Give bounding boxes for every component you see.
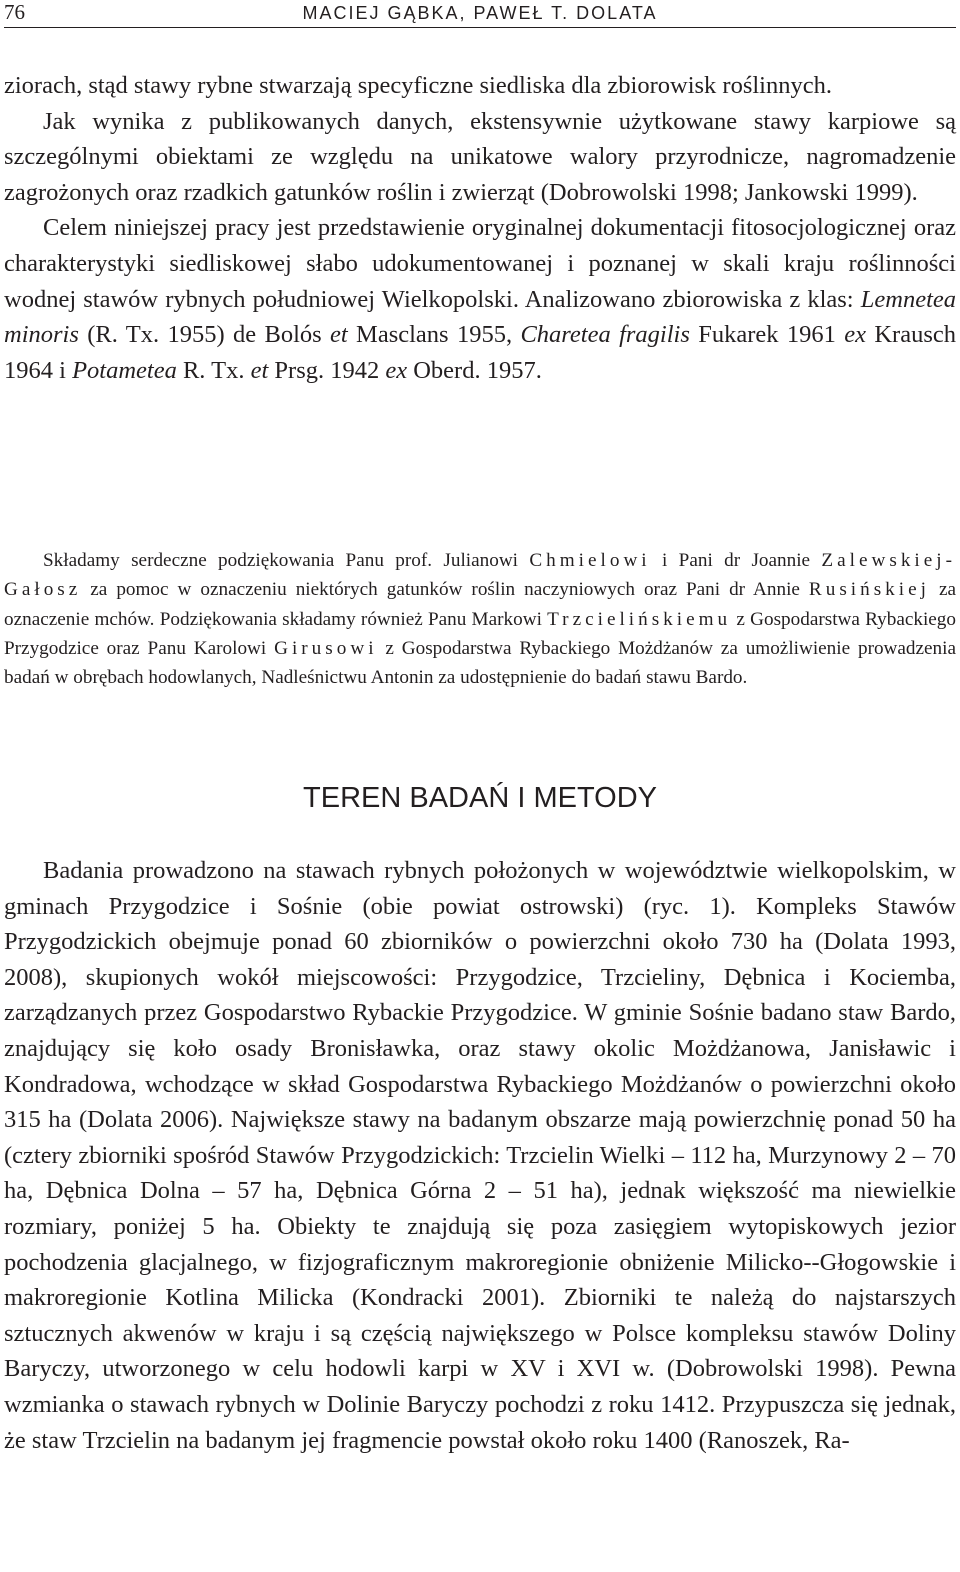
aim-text: Celem niniejszej pracy jest przedstawienie oryginalnej dokumentacji fitosocjologicznej oraz charakterystyki siedliskowej słabo udokumentowanej i poznanej w skali kraju roślinności wodnej stawów rybnych południowej Wielkopolski. Analizowano zbiorowiska z klas: xyxy=(4,214,956,313)
aim-text: Krausch 1964 i xyxy=(4,321,956,384)
syntaxon-name: Potametea xyxy=(72,356,177,384)
ack-text: Składamy serdeczne podziękowania Panu prof. Julianowi xyxy=(43,550,530,572)
latin-conjunction: ex xyxy=(844,321,866,349)
header-rule xyxy=(4,27,956,28)
latin-conjunction: et xyxy=(330,321,348,349)
intro-paragraph-aim xyxy=(4,210,956,388)
intro-text xyxy=(4,68,956,388)
ack-person-name: Chmielowi xyxy=(529,550,651,572)
ack-person-name: Zalewskiej-Gałosz xyxy=(4,550,956,601)
ack-text: za oznaczenie mchów. Podziękowania składamy również Panu Markowi xyxy=(4,579,956,630)
ack-text: z Gospodarstwa Rybackiego Możdżanów za umożliwienie prowadzenia badań w obrębach hodowlanych, Nadleśnictwu Antonin za udostępnienie do badań stawu Bardo. xyxy=(4,638,956,689)
methods-paragraph: Badania prowadzono na stawach rybnych położonych w województwie wielkopolskim, w gminach Przygodzice i Sośnie (obie powiat ostrowski) (ryc. 1). Kompleks Stawów Przygodzickich obejmuje ponad 60 zbiorników o powierzchni około 730 ha (Dolata 1993, 2008), skupionych wokół miejscowości: Przygodzice, Trzcieliny, Dębnica i Kociemba, zarządzanych przez Gospodarstwo Rybackie Przygodzice. W gminie Sośnie badano staw Bardo, znajdujący się koło osady Bronisławka, oraz stawy okolic Możdżanowa, Janisławic i Kondradowa, wchodzące w skład Gospodarstwa Rybackiego Możdżanów o powierzchni około 315 ha (Dolata 2006). Największe stawy na badanym obszarze mają powierzchnię ponad 50 ha (cztery zbiorniki spośród Stawów Przygodzickich: Trzcielin Wielki – 112 ha, Murzynowy 2 – 70 ha, Dębnica Dolna – 57 ha, Dębnica Górna 2 – 51 ha), jednak większość ma niewielkie rozmiary, poniżej 5 ha. Obiekty te znajdują się poza zasięgiem wytopiskowych jezior pochodzenia glacjalnego, w fizjograficznym makroregionie obniżenie Milicko--Głogowskie i makroregionie Kotlina Milicka (Kondracki 2001). Zbiorniki te należą do najstarszych sztucznych akwenów w kraju i są częścią największego w Polsce kompleksu stawów Doliny Baryczy, utworzonego w celu hodowli karpi w XV i XVI w. (Dobrowolski 1998). Pewna wzmianka o stawach rybnych w Dolinie Baryczy pochodzi z roku 1412. Przypuszcza się jednak, że staw Trzcielin na badanym jej fragmencie powstał około roku 1400 (Ranoszek, Ra- xyxy=(4,857,956,1454)
intro-paragraph-literature: Jak wynika z publikowanych danych, ekstensywnie użytkowane stawy karpiowe są szczególnymi obiektami ze względu na unikatowe walory przyrodnicze, nagromadzenie zagrożonych oraz rzadkich gatunków roślin i zwierząt (Dobrowolski 1998; Jankowski 1999). xyxy=(4,107,956,206)
intro-paragraph-continuation: ziorach, stąd stawy rybne stwarzają specyficzne siedliska dla zbiorowisk roślinnych. xyxy=(4,72,832,99)
acknowledgement-paragraph xyxy=(4,546,956,692)
running-header: MACIEJ GĄBKA, PAWEŁ T. DOLATA xyxy=(302,3,658,23)
aim-text: Fukarek 1961 xyxy=(689,321,845,349)
aim-text: Oberd. 1957. xyxy=(407,356,542,384)
ack-person-name: Trzcielińskiemu xyxy=(547,608,732,630)
aim-text: Prsg. 1942 xyxy=(268,356,386,384)
page-number: 76 xyxy=(4,0,25,24)
ack-text: z Gospodarstwa Rybackiego Przygodzice oraz Panu Karolowi xyxy=(4,608,956,660)
aim-text: R. Tx. xyxy=(176,356,251,384)
methods-text xyxy=(4,853,956,1458)
ack-person-name: Rusińskiej xyxy=(808,579,930,601)
ack-person-name: Girusowi xyxy=(274,638,378,660)
section-heading: TEREN BADAŃ I METODY xyxy=(303,782,657,814)
syntaxon-name: Charetea fragilis xyxy=(520,321,690,349)
latin-conjunction: et xyxy=(250,356,269,384)
aim-text: Masclans 1955, xyxy=(347,321,521,349)
latin-conjunction: ex xyxy=(385,356,408,384)
ack-text: i Pani dr Joannie xyxy=(650,550,822,572)
syntaxon-name: Lemnetea minoris xyxy=(4,285,956,349)
ack-text: za pomoc w oznaczeniu niektórych gatunków roślin naczyniowych oraz Pani dr Annie xyxy=(81,579,809,601)
aim-text: (R. Tx. 1955) de Bolós xyxy=(78,321,331,349)
